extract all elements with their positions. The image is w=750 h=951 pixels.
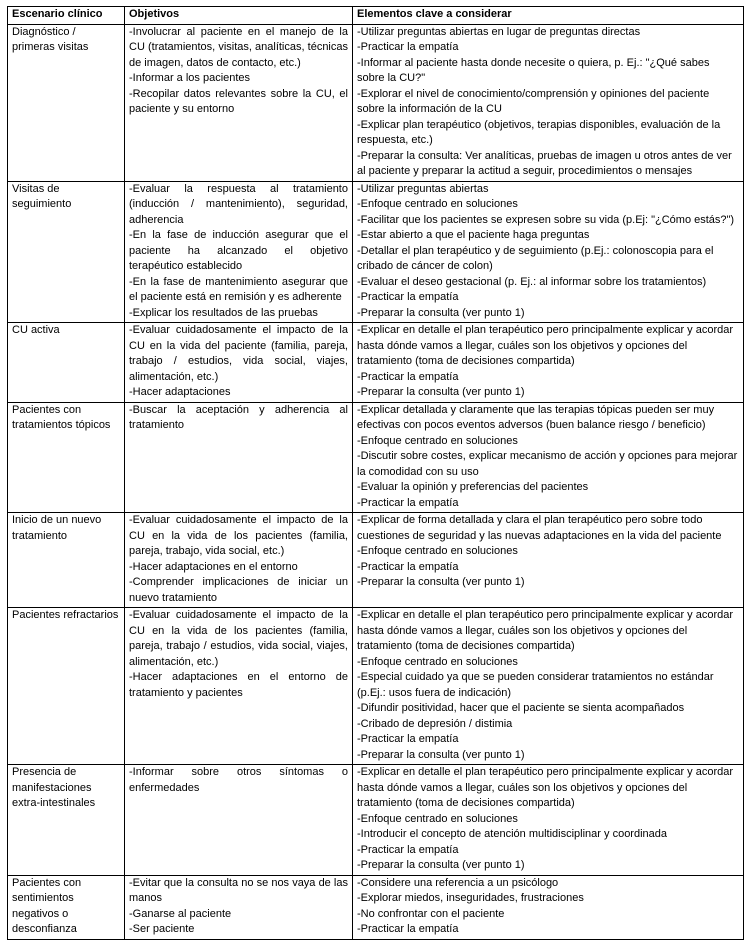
objective-item: -Ser paciente <box>129 923 195 935</box>
objective-item: -Evitar que la consulta no se nos vaya de las manos <box>129 876 348 904</box>
scenario-cell: Inicio de un nuevo tratamiento <box>8 513 125 608</box>
scenario-cell: CU activa <box>8 323 125 403</box>
key-element-item: -Explicar detallada y claramente que las terapias tópicas pueden ser muy efectivas con pocos eventos adversos (buen balance riesgo / beneficio) <box>357 403 715 431</box>
table-row <box>8 323 744 403</box>
objective-item: -En la fase de inducción asegurar que el paciente ha alcanzado el objetivo terapéutico establecido <box>129 229 348 272</box>
key-element-item: -Utilizar preguntas abiertas en lugar de preguntas directas <box>357 25 641 38</box>
table-row <box>8 402 744 513</box>
scenario-cell: Presencia de manifestaciones extra-intestinales <box>8 765 125 876</box>
objective-item: -Hacer adaptaciones en el entorno <box>129 560 298 573</box>
key-element-item: -Practicar la empatía <box>357 923 459 935</box>
key-element-item: -Practicar la empatía <box>357 733 459 745</box>
key-element-item: -Explorar el nivel de conocimiento/comprensión y opiniones del paciente sobre la información de la CU <box>357 87 710 115</box>
key-element-item: -Preparar la consulta: Ver analíticas, pruebas de imagen u otros antes de ver al paciente y preparar la actitud a seguir, procedimientos o mensajes <box>357 149 732 177</box>
objectives-cell <box>125 402 353 513</box>
key-element-item: -Introducir el concepto de atención multidisciplinar y coordinada <box>357 828 668 840</box>
table-row <box>8 24 744 181</box>
objective-item: -Ganarse al paciente <box>129 907 232 920</box>
objective-item: -Comprender implicaciones de iniciar un nuevo tratamiento <box>129 576 348 604</box>
key-element-item: -Discutir sobre costes, explicar mecanismo de acción y opciones para mejorar la comodidad con su uso <box>357 450 738 478</box>
key-elements-cell <box>353 323 744 403</box>
key-elements-cell <box>353 181 744 323</box>
key-element-item: -Enfoque centrado en soluciones <box>357 545 518 557</box>
key-element-item: -No confrontar con el paciente <box>357 907 505 920</box>
key-element-item: -Preparar la consulta (ver punto 1) <box>357 306 525 319</box>
objective-item: -Hacer adaptaciones en el entorno de tratamiento y pacientes <box>129 671 348 699</box>
key-elements-cell <box>353 402 744 513</box>
objective-item: -Informar sobre otros síntomas o enfermedades <box>129 766 348 794</box>
key-element-item: -Detallar el plan terapéutico y de seguimiento (p.Ej.: colonoscopia para el cribado de cáncer de colon) <box>357 244 714 272</box>
objective-item: -Buscar la aceptación y adherencia al tratamiento <box>129 403 348 431</box>
objective-item: -Recopilar datos relevantes sobre la CU, el paciente y su entorno <box>129 87 348 115</box>
objective-item: -Explicar los resultados de las pruebas <box>129 306 318 319</box>
key-element-item: -Utilizar preguntas abiertas <box>357 182 489 195</box>
objectives-cell <box>125 875 353 939</box>
objectives-cell <box>125 513 353 608</box>
key-element-item: -Explicar de forma detallada y clara el plan terapéutico pero sobre todo cuestiones de seguridad y las nuevas adaptaciones en la vida del paciente <box>357 514 722 542</box>
scenario-cell: Pacientes refractarios <box>8 608 125 765</box>
key-element-item: -Evaluar la opinión y preferencias del pacientes <box>357 481 589 493</box>
key-element-item: -Considere una referencia a un psicólogo <box>357 876 559 889</box>
key-element-item: -Preparar la consulta (ver punto 1) <box>357 576 525 588</box>
scenario-cell: Visitas de seguimiento <box>8 181 125 323</box>
key-element-item: -Practicar la empatía <box>357 41 459 53</box>
header-key-elements: Elementos clave a considerar <box>353 7 744 25</box>
key-elements-cell <box>353 24 744 181</box>
scenario-cell: Diagnóstico / primeras visitas <box>8 24 125 181</box>
objective-item: -Evaluar la respuesta al tratamiento (inducción / mantenimiento), seguridad, adherencia <box>129 182 348 226</box>
objective-item: -Evaluar cuidadosamente el impacto de la CU en la vida de los pacientes (familia, pareja, trabajo, vida social, etc.) <box>129 514 348 557</box>
key-element-item: -Practicar la empatía <box>357 370 459 383</box>
key-element-item: -Informar al paciente hasta donde necesite o quiera, p. Ej.: "¿Qué sabes sobre la CU?" <box>357 56 710 84</box>
key-element-item: -Enfoque centrado en soluciones <box>357 812 518 825</box>
key-element-item: -Preparar la consulta (ver punto 1) <box>357 859 525 871</box>
key-elements-cell <box>353 875 744 939</box>
key-element-item: -Explicar en detalle el plan terapéutico pero principalmente explicar y acordar hasta dónde vamos a llegar, cuáles son los objetivos y opciones del tratamiento (toma de decisiones compartida) <box>357 324 734 367</box>
key-element-item: -Practicar la empatía <box>357 843 459 856</box>
table-header <box>8 7 744 25</box>
objectives-cell <box>125 181 353 323</box>
objective-item: -Hacer adaptaciones <box>129 386 231 398</box>
key-element-item: -Estar abierto a que el paciente haga preguntas <box>357 229 590 241</box>
key-element-item: -Enfoque centrado en soluciones <box>357 655 518 668</box>
key-element-item: -Cribado de depresión / distimia <box>357 717 513 730</box>
objective-item: -Informar a los pacientes <box>129 72 251 84</box>
objective-item: -En la fase de mantenimiento asegurar que el paciente está en remisión y es adherente <box>129 275 348 303</box>
key-element-item: -Preparar la consulta (ver punto 1) <box>357 748 525 761</box>
key-element-item: -Difundir positividad, hacer que el paciente se sienta acompañados <box>357 702 685 714</box>
key-element-item: -Facilitar que los pacientes se expresen sobre su vida (p.Ej: "¿Cómo estás?") <box>357 213 735 226</box>
key-element-item: -Practicar la empatía <box>357 291 459 303</box>
clinical-scenarios-table <box>7 6 744 940</box>
objectives-cell <box>125 765 353 876</box>
objective-item: -Involucrar al paciente en el manejo de la CU (tratamientos, visitas, analíticas, técnicas de imagen, datos de contacto, etc.) <box>129 25 348 69</box>
key-elements-cell <box>353 608 744 765</box>
key-element-item: -Preparar la consulta (ver punto 1) <box>357 386 525 398</box>
header-scenario: Escenario clínico <box>8 7 125 25</box>
key-element-item: -Explorar miedos, inseguridades, frustraciones <box>357 892 584 904</box>
key-elements-cell <box>353 513 744 608</box>
header-row <box>8 7 744 25</box>
table-row <box>8 513 744 608</box>
table-row <box>8 181 744 323</box>
header-objectives: Objetivos <box>125 7 353 25</box>
table-body <box>8 24 744 939</box>
key-element-item: -Explicar en detalle el plan terapéutico pero principalmente explicar y acordar hasta dónde vamos a llegar, cuáles son los objetivos y opciones del tratamiento (toma de decisiones compartida) <box>357 609 734 652</box>
objective-item: -Evaluar cuidadosamente el impacto de la CU en la vida de los pacientes (familia, pareja, trabajo / estudios, vida social, viajes, alimentación, etc.) <box>129 609 348 668</box>
objectives-cell <box>125 608 353 765</box>
objectives-cell <box>125 24 353 181</box>
objectives-cell <box>125 323 353 403</box>
objective-item: -Evaluar cuidadosamente el impacto de la CU en la vida del paciente (familia, pareja, trabajo / estudios, vida social, viajes, alimentación, etc.) <box>129 324 348 383</box>
key-element-item: -Evaluar el deseo gestacional (p. Ej.: al informar sobre los tratamientos) <box>357 275 707 288</box>
key-elements-cell <box>353 765 744 876</box>
table-row <box>8 875 744 939</box>
table-row <box>8 765 744 876</box>
scenario-cell: Pacientes con sentimientos negativos o desconfianza <box>8 875 125 939</box>
scenario-cell: Pacientes con tratamientos tópicos <box>8 402 125 513</box>
key-element-item: -Explicar en detalle el plan terapéutico pero principalmente explicar y acordar hasta dónde vamos a llegar, cuáles son los objetivos y opciones del tratamiento (toma de decisiones compartida) <box>357 766 734 809</box>
key-element-item: -Practicar la empatía <box>357 560 459 573</box>
key-element-item: -Explicar plan terapéutico (objetivos, terapias disponibles, evaluación de la respuesta, etc.) <box>357 118 721 146</box>
key-element-item: -Enfoque centrado en soluciones <box>357 198 518 210</box>
key-element-item: -Especial cuidado ya que se pueden considerar tratamientos no estándar (p.Ej.: usos fuera de indicación) <box>357 671 714 699</box>
key-element-item: -Practicar la empatía <box>357 496 459 509</box>
table-row <box>8 608 744 765</box>
key-element-item: -Enfoque centrado en soluciones <box>357 434 518 447</box>
